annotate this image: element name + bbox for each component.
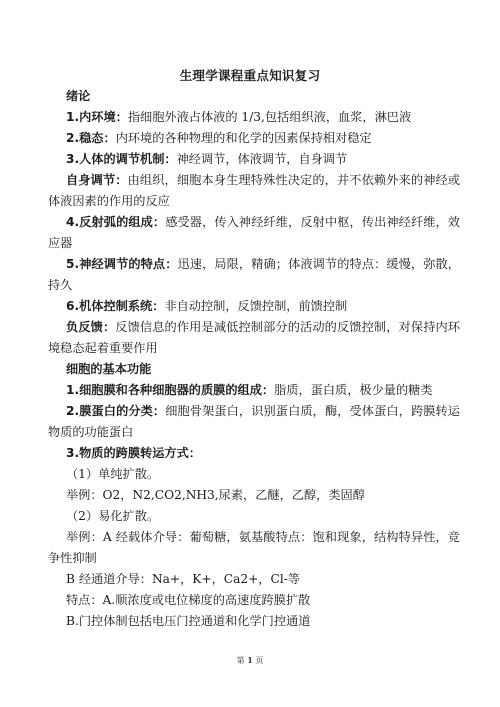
item-label: 4.反射弧的组成： [66,215,166,229]
item-label: 1.内环境： [66,110,128,124]
item-label: 5.神经调节的特点： [66,257,178,271]
item-text: 非自动控制，反馈控制，前馈控制 [164,299,348,313]
paragraph-item [48,254,460,296]
document-body [48,86,460,632]
item-text: 感受器，传入神经纤维，反射中枢，传出神经纤维，效应器 [48,215,460,250]
text-line: 特点：A.顺浓度或电位梯度的高速度跨膜扩散 [66,593,311,607]
text-line: B 经通道介导：Na+，K+，Ca2+，Cl-等 [66,572,301,586]
paragraph-item [48,212,460,254]
item-label: 自身调节： [66,173,128,187]
item-text: 细胞骨架蛋白，识别蛋白质，酶，受体蛋白，跨膜转运物质的功能蛋白 [48,404,460,439]
footer-prefix: 第 [236,656,245,665]
item-text: 指细胞外液占体液的 1/3,包括组织液，血浆，淋巴液 [127,110,412,124]
text-line: 举例：O2，N2,CO2,NH3,尿素，乙醚，乙醇，类固醇 [66,488,365,502]
paragraph-item [48,107,460,128]
paragraph-item [48,149,460,170]
section-heading-intro: 绪论 [66,89,91,103]
footer-suffix: 页 [255,656,264,665]
section-heading-cell: 细胞的基本功能 [66,362,152,376]
item-label: 6.机体控制系统： [66,299,165,313]
item-label: 3.物质的跨膜转运方式： [66,446,201,460]
page-number: 1 [247,655,253,665]
item-text: 反馈信息的作用是减低控制部分的活动的反馈控制，对保持内环境稳态起着重要作用 [48,320,461,355]
item-text: 脂质，蛋白质，极少量的糖类 [274,383,433,397]
item-label: 2.稳态： [66,131,116,145]
item-label: 3.人体的调节机制： [66,152,177,166]
document-title: 生理学课程重点知识复习 [179,68,321,83]
paragraph-item [48,401,460,443]
paragraph-item [48,380,460,401]
text-line: B.门控体制包括电压门控通道和化学门控通道 [66,614,311,628]
item-label: 1.细胞膜和各种细胞器的质膜的组成： [66,383,275,397]
item-text: 内环境的各种物理的和化学的因素保持相对稳定 [115,131,372,145]
item-label: 2.膜蛋白的分类： [66,404,166,418]
paragraph-item [48,170,460,212]
text-line: （1）单纯扩散。 [66,467,160,481]
item-label: 负反馈： [66,320,116,334]
page-footer [0,655,500,666]
item-text: 迅速，局限，精确；体液调节的特点：缓慢，弥散，持久 [48,257,460,292]
paragraph-item [48,296,460,317]
paragraph-item [48,443,460,464]
text-line: 举例：A 经载体介导：葡萄糖，氨基酸特点：饱和现象，结构特异性，竞争性抑制 [48,530,460,565]
paragraph-item [48,317,460,359]
item-text: 神经调节，体液调节，自身调节 [176,152,348,166]
text-line: （2）易化扩散。 [66,509,160,523]
paragraph-item [48,128,460,149]
item-text: 由组织，细胞本身生理特殊性决定的，并不依赖外来的神经或体液因素的作用的反应 [48,173,461,208]
